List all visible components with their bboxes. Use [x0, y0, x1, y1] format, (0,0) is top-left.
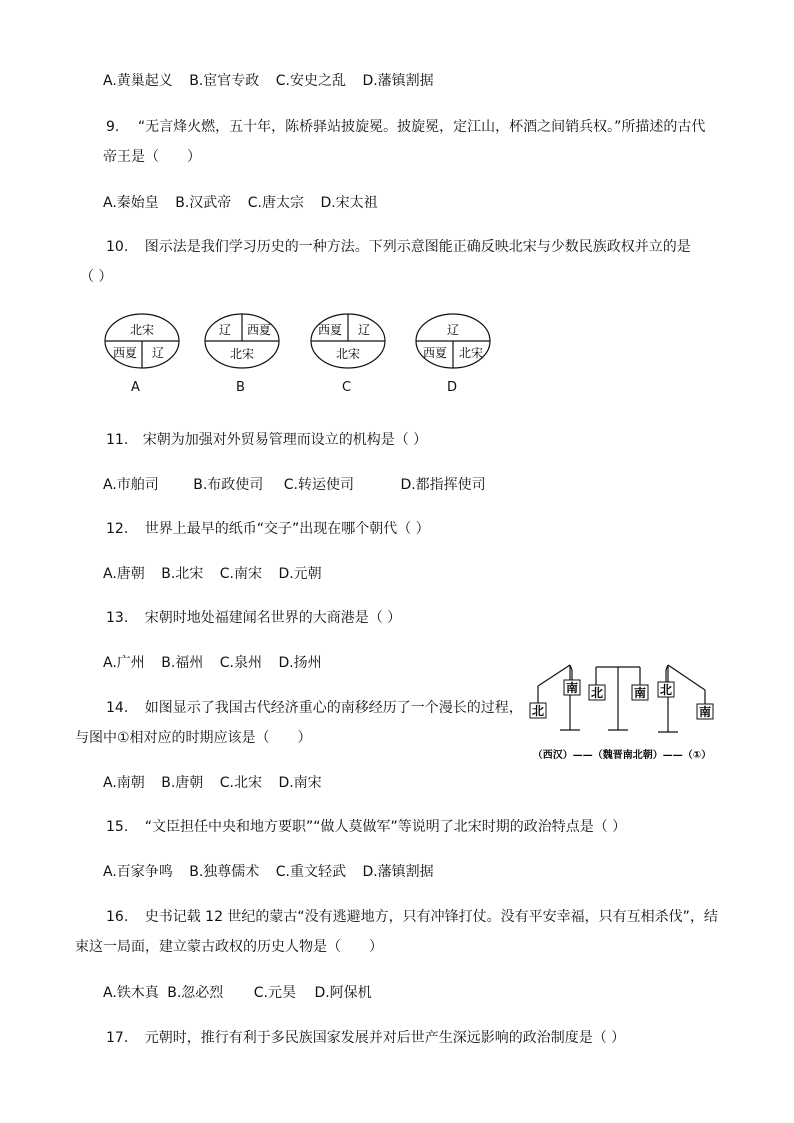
q9-text-line2: 帝王是（ ）	[103, 149, 201, 165]
q16-options	[103, 984, 372, 1002]
q14-option-c: C.北宋	[219, 775, 262, 791]
q12-option-a: A.唐朝	[103, 566, 145, 582]
scale2-right-label: 南	[633, 686, 647, 700]
q16-option-d: D.阿保机	[314, 985, 372, 1001]
diagram-b-label: B	[236, 380, 245, 395]
q15-option-b: B.独尊儒术	[189, 864, 260, 880]
q11-question	[106, 431, 427, 449]
diagram-b	[203, 312, 281, 370]
diagram-b-top-left: 辽	[218, 323, 232, 337]
q10-number: 10.	[106, 239, 129, 255]
diagram-c-label: C	[342, 380, 352, 395]
q13-number: 13.	[106, 610, 129, 626]
q14-option-b: B.唐朝	[161, 775, 204, 791]
q16-option-a: A.铁木真	[103, 985, 159, 1001]
diagram-d-top: 辽	[446, 323, 460, 337]
q9-option-b: B.汉武帝	[175, 195, 232, 211]
q9-question	[106, 118, 705, 136]
q13-question	[106, 609, 401, 627]
q10-text-line1: 图示法是我们学习历史的一种方法。下列示意图能正确反映北宋与少数民族政权并立的是	[144, 239, 691, 255]
q14-option-a: A.南朝	[103, 775, 145, 791]
diagram-d-bottom-right: 北宋	[458, 346, 484, 360]
q15-option-c: C.重文轻武	[275, 864, 346, 880]
diagram-caption: （西汉）——（魏晋南北朝）——（①）	[532, 750, 712, 761]
q12-number: 12.	[106, 521, 129, 537]
diagram-c-bottom: 北宋	[335, 347, 361, 361]
q10-question	[106, 238, 691, 256]
q15-option-d: D.藩镇割据	[362, 864, 434, 880]
q8-option-a: A.黄巢起义	[103, 73, 173, 89]
q9-text-line1: “无言烽火燃，五十年，陈桥驿站披旋冕。披旋冕，定江山，杯酒之间销兵权。”所描述的古代	[137, 119, 706, 135]
q11-options	[103, 476, 486, 494]
q13-option-a: A.广州	[103, 655, 145, 671]
q12-options	[103, 565, 322, 583]
q9-options	[103, 194, 378, 212]
q13-text: 宋朝时地处福建闻名世界的大商港是（ ）	[144, 610, 402, 626]
q14-number: 14.	[106, 700, 129, 716]
diagram-a-bottom-right: 辽	[151, 346, 165, 360]
economic-center-diagram	[522, 660, 722, 764]
q9-option-d: D.宋太祖	[320, 195, 378, 211]
q12-option-b: B.北宋	[161, 566, 204, 582]
scale3-right-label: 南	[698, 705, 712, 719]
q11-option-d: D.都指挥使司	[400, 477, 486, 493]
q16-number: 16.	[106, 909, 129, 925]
q16-option-c: C.元昊	[253, 985, 296, 1001]
diagram-c-top-right: 辽	[357, 323, 371, 337]
diagram-d	[414, 312, 492, 370]
q12-option-d: D.元朝	[278, 566, 322, 582]
q13-option-d: D.扬州	[278, 655, 322, 671]
q14-question	[106, 699, 523, 717]
diagram-c	[309, 312, 387, 370]
diagram-c-top-left: 西夏	[317, 323, 343, 337]
diagram-d-label: D	[447, 380, 458, 395]
diagram-a	[103, 312, 181, 370]
q8-option-d: D.藩镇割据	[362, 73, 434, 89]
diagram-a-bottom-left: 西夏	[112, 346, 138, 360]
q8-option-b: B.宦官专政	[189, 73, 260, 89]
q16-text-line2: 束这一局面，建立蒙古政权的历史人物是（ ）	[75, 939, 383, 955]
q11-number: 11.	[106, 432, 129, 448]
q8-options	[103, 72, 434, 90]
q16-question	[106, 908, 718, 926]
diagram-d-bottom-left: 西夏	[422, 346, 448, 360]
diagram-b-top-right: 西夏	[246, 323, 272, 337]
q12-option-c: C.南宋	[219, 566, 262, 582]
q13-option-b: B.福州	[161, 655, 204, 671]
scale1-right-label: 南	[565, 681, 579, 695]
q13-options	[103, 654, 322, 672]
q15-number: 15.	[106, 819, 129, 835]
q15-options	[103, 863, 434, 881]
diagram-b-bottom: 北宋	[229, 347, 255, 361]
q9-option-a: A.秦始皇	[103, 195, 159, 211]
q14-option-d: D.南宋	[278, 775, 322, 791]
q10-text-line2: （ ）	[80, 269, 113, 285]
q17-number: 17.	[106, 1030, 129, 1046]
diagram-a-label: A	[131, 380, 140, 395]
diagram-a-top: 北宋	[129, 323, 155, 337]
q9-number: 9.	[106, 119, 120, 135]
q17-text: 元朝时，推行有利于多民族国家发展并对后世产生深远影响的政治制度是（ ）	[144, 1030, 626, 1046]
q11-text: 宋朝为加强对外贸易管理而设立的机构是（ ）	[142, 432, 428, 448]
q15-option-a: A.百家争鸣	[103, 864, 173, 880]
q14-options	[103, 774, 322, 792]
q14-text-line2: 与图中①相对应的时期应该是（ ）	[75, 730, 312, 746]
q12-text: 世界上最早的纸币“交子”出现在哪个朝代（ ）	[144, 521, 430, 537]
scale1-left-label: 北	[531, 704, 545, 718]
q11-option-a: A.市舶司	[103, 477, 159, 493]
q12-question	[106, 520, 430, 538]
q9-option-c: C.唐太宗	[247, 195, 304, 211]
q16-option-b: B.忽必烈	[167, 985, 224, 1001]
q17-question	[106, 1029, 625, 1047]
q14-text-line1: 如图显示了我国古代经济重心的南移经历了一个漫长的过程，	[144, 700, 523, 716]
q16-text-line1: 史书记载 12 世纪的蒙古“没有逃避地方，只有冲锋打仗。没有平安幸福，只有互相杀伐”，结	[144, 909, 718, 925]
scale2-left-label: 北	[590, 686, 604, 700]
scale3-left-label: 北	[659, 683, 673, 697]
q11-option-c: C.转运使司	[283, 477, 354, 493]
q11-option-b: B.布政使司	[193, 477, 264, 493]
q13-option-c: C.泉州	[219, 655, 262, 671]
q8-option-c: C.安史之乱	[275, 73, 346, 89]
q15-question	[106, 818, 626, 836]
q15-text: “文臣担任中央和地方要职”“做人莫做军”等说明了北宋时期的政治特点是（ ）	[144, 819, 627, 835]
